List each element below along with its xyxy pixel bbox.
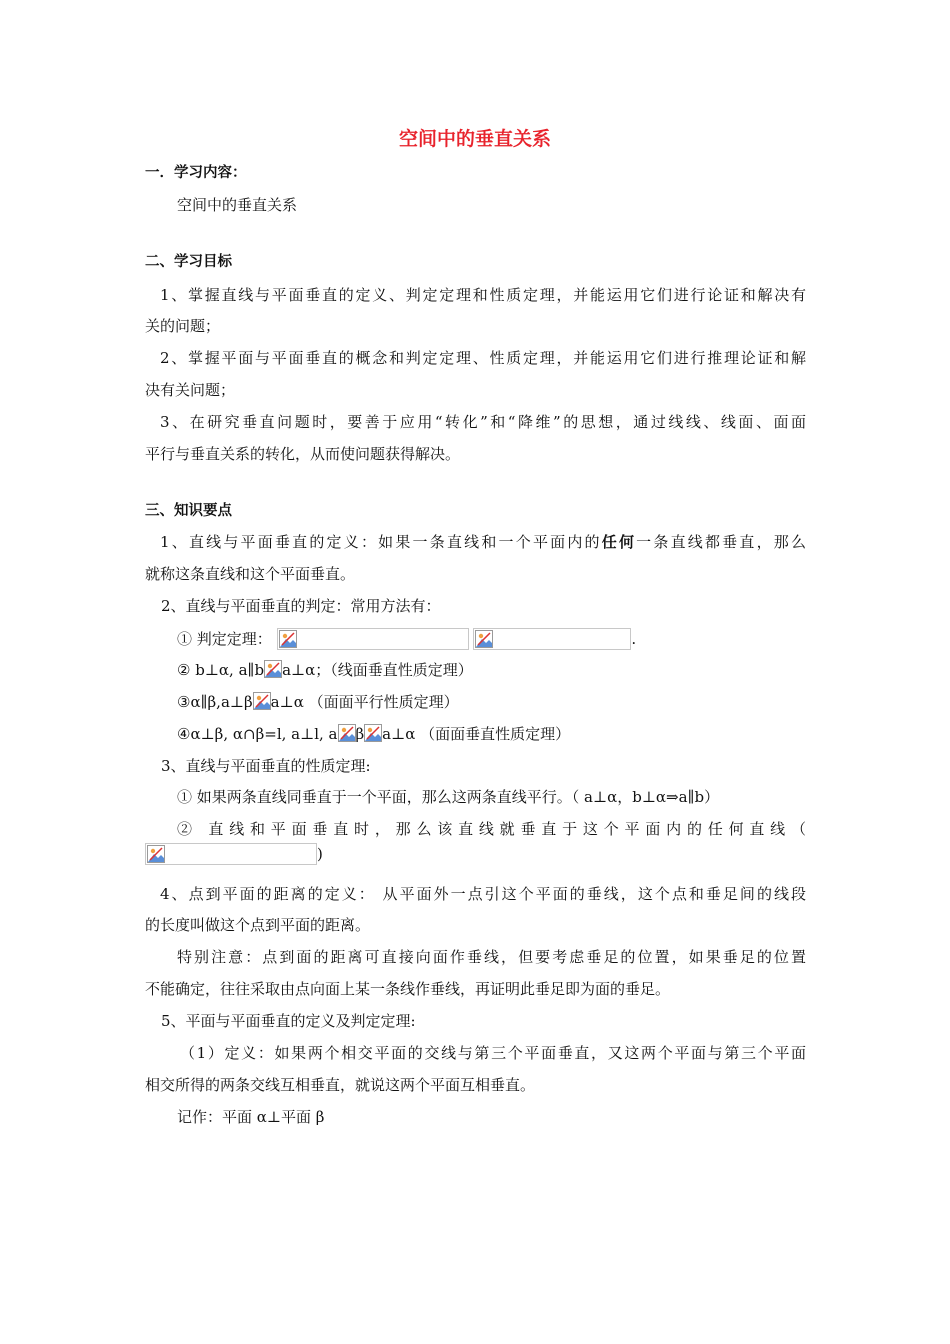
- formula-image-1: [277, 628, 469, 650]
- section1-body: 空间中的垂直关系: [177, 196, 298, 214]
- knowledge2-heading: 2、直线与平面垂直的判定：常用方法有：: [161, 597, 441, 615]
- knowledge4-line2: 的长度叫做这个点到平面的距离。: [145, 916, 371, 934]
- section3-heading: 三、知识要点: [145, 503, 232, 519]
- property2-line1: ② 直线和平面垂直时，那么该直线就垂直于这个平面内的任何直线（: [177, 820, 806, 838]
- formula-image-3: [145, 843, 317, 865]
- broken-image-icon: [264, 660, 282, 678]
- definition-line1: （1）定义：如果两个相交平面的交线与第三个平面垂直，又这两个平面与第三个平面: [180, 1044, 806, 1062]
- goal1-line1: 1、掌握直线与平面垂直的定义、判定定理和性质定理，并能运用它们进行论证和解决有: [160, 286, 806, 304]
- method2-line: [177, 660, 473, 680]
- method2-text: ② b⊥α, a∥b: [177, 661, 265, 679]
- method4-text: ④α⊥β, α∩β=l, a⊥l, a: [177, 725, 338, 743]
- page-title: 空间中的垂直关系: [398, 128, 551, 150]
- note-line1: 特别注意：点到面的距离可直接向面作垂线，但要考虑垂足的位置，如果垂足的位置: [177, 948, 806, 966]
- definition-line2: 相交所得的两条交线互相垂直，就说这两个平面互相垂直。: [145, 1076, 536, 1094]
- knowledge5-heading: 5、平面与平面垂直的定义及判定定理:: [161, 1012, 416, 1030]
- goal1-line2: 关的问题；: [145, 317, 221, 335]
- knowledge1-line1: [160, 532, 806, 552]
- property2-line2: [145, 843, 323, 865]
- property2-end: ): [317, 845, 323, 863]
- method3-text: ③α∥β,a⊥β: [177, 693, 253, 711]
- emphasis-any: 任何: [601, 533, 637, 551]
- formula-image-2: [473, 628, 631, 650]
- broken-image-icon: [279, 630, 297, 648]
- broken-image-icon: [338, 724, 356, 742]
- goal2-line1: 2、掌握平面与平面垂直的概念和判定定理、性质定理，并能运用它们进行推理论证和解: [160, 349, 806, 367]
- knowledge1-text-end: 一条直线都垂直，那么: [636, 533, 806, 551]
- method4-line: [177, 724, 570, 744]
- section2-heading: 二、学习目标: [145, 254, 232, 270]
- section1-heading: 一．学习内容：: [145, 165, 247, 181]
- knowledge1-text: 1、直线与平面垂直的定义：如果一条直线和一个平面内的: [160, 533, 602, 551]
- method4-beta: β: [355, 725, 365, 743]
- note-line2: 不能确定，往往采取由点向面上某一条线作垂线，再证明此垂足即为面的垂足。: [145, 980, 671, 998]
- property1-line: ① 如果两条直线同垂直于一个平面，那么这两条直线平行。（ a⊥α，b⊥α⇒a∥b）: [177, 788, 720, 806]
- method1-end: .: [631, 630, 637, 648]
- broken-image-icon: [364, 724, 382, 742]
- method3-line: [177, 692, 459, 712]
- broken-image-icon: [253, 692, 271, 710]
- method1-line: [177, 628, 636, 650]
- notation-line: 记作：平面 α⊥平面 β: [177, 1108, 325, 1126]
- method1-label: ① 判定定理：: [177, 630, 272, 648]
- goal2-line2: 决有关问题；: [145, 381, 236, 399]
- knowledge4-line1: 4、点到平面的距离的定义： 从平面外一点引这个平面的垂线，这个点和垂足间的线段: [160, 885, 806, 903]
- method4-result: a⊥α （面面垂直性质定理）: [382, 725, 571, 743]
- knowledge3-heading: 3、直线与平面垂直的性质定理:: [161, 757, 371, 775]
- method3-result: a⊥α （面面平行性质定理）: [270, 693, 459, 711]
- broken-image-icon: [147, 845, 165, 863]
- broken-image-icon: [475, 630, 493, 648]
- method2-result: a⊥α；（线面垂直性质定理）: [282, 661, 473, 679]
- knowledge1-line2: 就称这条直线和这个平面垂直。: [145, 565, 356, 583]
- goal3-line1: 3、在研究垂直问题时，要善于应用“转化”和“降维”的思想，通过线线、线面、面面: [160, 413, 806, 431]
- goal3-line2: 平行与垂直关系的转化，从而使问题获得解决。: [145, 445, 461, 463]
